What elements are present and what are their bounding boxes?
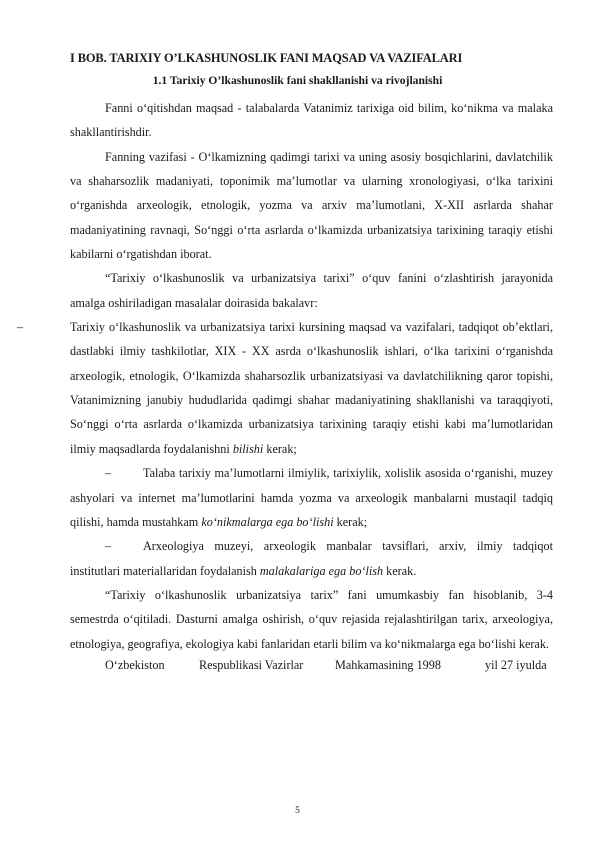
list-item-skills (70, 461, 553, 534)
list-item-emphasis: ko‘nikmalarga ega bo‘lishi (201, 514, 334, 529)
page-number: 5 (295, 806, 300, 816)
trailing-word-1: O‘zbekiston (105, 658, 165, 672)
list-dash: – (17, 320, 24, 335)
trailing-word-2: Respublikasi Vazirlar (199, 658, 304, 672)
list-item-text: Arxeologiya muzeyi, arxeologik manbalar tavsiflari, arxiv, ilmiy tadqiqot institutlari materiallaridan foydalanish (70, 539, 553, 578)
list-item-tail: kerak. (383, 563, 417, 578)
list-item-competence (70, 534, 553, 583)
section-heading: 1.1 Tarixiy O’lkashunoslik fani shakllanishi va rivojlanishi (152, 74, 443, 87)
paragraph-course-info: “Tarixiy o‘lkashunoslik urbanizatsiya tarix” fani umumkasbiy fan hisoblanib, 3-4 semestrda o‘qitiladi. Dasturni amalga oshirish, o‘quv rejasida rejalashtirilgan tarix, arxeologiya, etnologiya, geografiya, ekologiya kabi fanlaridan etarli bilim va ko‘nikmalarga ega bo‘lishi kerak. (70, 587, 553, 651)
list-dash: – (105, 539, 112, 554)
body-text (17, 96, 553, 656)
list-item-tail: kerak; (333, 514, 368, 529)
list-item-know (17, 315, 553, 461)
paragraph-tasks: Fanning vazifasi - O‘lkamizning qadimgi tarixi va uning asosiy bosqichlarini, davlatchilik va shaharsozlik madaniyati, toponimik ma’lumotlar va ularning xronologiyasi, o‘lka tarixini o‘rganishda arxeologik, etnologik, yozma va arxiv ma’lumotlani, X-XII asrlarda shahar madaniyatining ravnaqi, So‘nggi o‘rta asrlarda o‘lkamizda urbanizatsiya tarixining taraqiy etishi kabilarni o‘rgatishdan iborat. (70, 149, 553, 262)
list-item-emphasis: malakalariga ega bo‘lish (259, 563, 384, 578)
trailing-word-4: yil 27 iyulda (485, 658, 547, 672)
trailing-word-3: Mahkamasining 1998 (335, 658, 441, 672)
paragraph-intro-list: “Tarixiy o‘lkashunoslik va urbanizatsiya tarixi” o‘quv fanini o‘zlashtirish jarayonida amalga oshiriladigan masalalar doirasida bakalavr: (70, 271, 553, 310)
list-dash: – (105, 466, 112, 481)
list-item-emphasis: bilishi (232, 441, 264, 456)
list-item-text: Tarixiy o‘lkashunoslik va urbanizatsiya tarixi kursining maqsad va vazifalari, tadqiqot ob’ektlari, dastlabki ilmiy tashkilotlar, XIX - XX asrda o‘lkashunoslik ishlari, o‘lka tarixini o‘rganishda arxeologik, etnologik, O‘lkamizda shaharsozlik urbanizatsiyasi va davlatchilikning qaror topishi, Vatanimizning janubiy hududlarida qadimgi shahar madaniyatining shakllanishi va taraqqiyoti, So‘nggi o‘rta asrlarda o‘lkamizda urbanizatsiya tarixining taraqiy etishi kabi ma’lumotlaridan ilmiy maqsadlarda foydalanishni (70, 320, 553, 456)
list-item-text: Talaba tarixiy ma’lumotlarni ilmiylik, tarixiylik, xolislik asosida o‘rganishi, muzey ashyolari va internet ma’lumotlarini hamda yozma va arxeologik manbalarni mustaqil tadqiq qilishi, hamda mustahkam (70, 466, 553, 529)
paragraph-goal: Fanni o‘qitishdan maqsad - talabalarda Vatanimiz tarixiga oid bilim, ko‘nikma va malaka shakllantirishdir. (70, 101, 553, 140)
list-item-tail: kerak; (263, 441, 297, 456)
chapter-heading: I BOB. TARIXIY O’LKASHUNOSLIK FANI MAQSAD VA VAZIFALARI (70, 51, 463, 65)
